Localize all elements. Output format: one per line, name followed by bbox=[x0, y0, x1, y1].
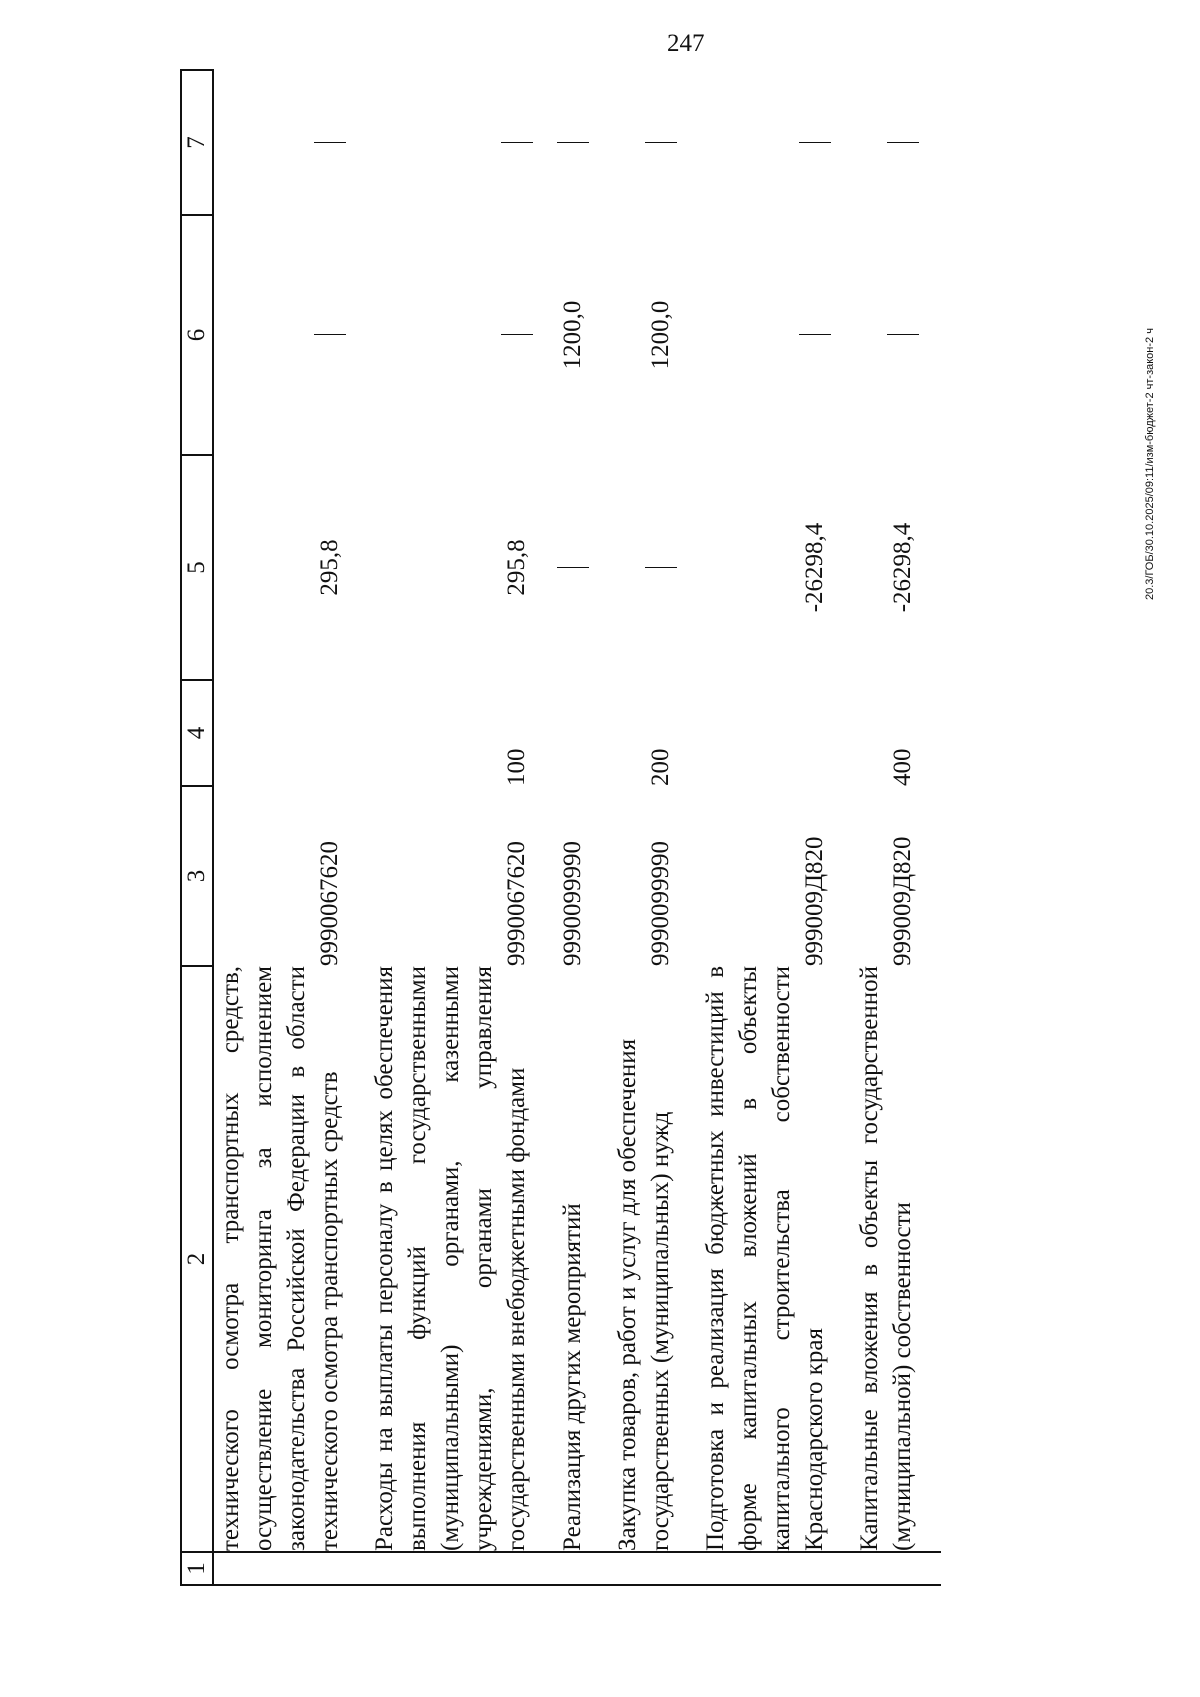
row-description: Реализация других мероприятий bbox=[559, 1203, 587, 1551]
row-number-cell bbox=[213, 1552, 346, 1585]
row-target-code: 999009Д820 bbox=[801, 836, 829, 966]
row-amount-col5 bbox=[611, 455, 677, 680]
row-spacer bbox=[346, 70, 368, 1585]
spacer-cell bbox=[919, 1552, 941, 1585]
row-amount-col7 bbox=[368, 70, 533, 215]
row-expense-type: 400 bbox=[889, 748, 917, 786]
rotated-table-container bbox=[180, 71, 1050, 1586]
spacer-cell bbox=[533, 70, 555, 1552]
row-amount-col5: -26298,4 bbox=[889, 522, 917, 613]
row-number-cell bbox=[611, 1552, 677, 1585]
spacer-cell bbox=[346, 1552, 368, 1585]
row-amount-col7 bbox=[611, 70, 677, 215]
spacer-cell bbox=[831, 1552, 853, 1585]
dash-mark bbox=[314, 142, 346, 143]
row-description: технического осмотра транспортных средств, осуществление мониторинга за исполнением законодательства Российской Федерации в области технического осмотра транспортных средств bbox=[217, 966, 343, 1551]
row-spacer bbox=[533, 70, 555, 1585]
dash-mark bbox=[645, 142, 677, 143]
row-amount-col5: 295,8 bbox=[316, 539, 343, 596]
row-amount-col6 bbox=[213, 215, 346, 455]
spacer-cell bbox=[919, 70, 941, 1552]
row-amount-col7 bbox=[853, 70, 919, 215]
spacer-cell bbox=[831, 70, 853, 1552]
row-spacer bbox=[589, 70, 611, 1585]
row-target-code: 9990067620 bbox=[316, 841, 343, 966]
row-expense-type: 100 bbox=[503, 748, 530, 786]
page-number: 247 bbox=[667, 30, 705, 57]
row-amount-col6: 1200,0 bbox=[559, 300, 587, 370]
table-header-row bbox=[181, 70, 213, 1585]
table-row bbox=[853, 70, 919, 1585]
dash-mark bbox=[799, 142, 831, 143]
dash-mark bbox=[501, 142, 533, 143]
spacer-cell bbox=[533, 1552, 555, 1585]
column-header-7: 7 bbox=[181, 70, 213, 215]
row-description: Подготовка и реализация бюджетных инвестиций в форме капитальных вложений в объекты капитального строительства собственности Краснодарского края bbox=[702, 966, 829, 1551]
row-number-cell bbox=[555, 1552, 589, 1585]
column-header-2: 2 bbox=[181, 966, 213, 1552]
row-amount-col6 bbox=[853, 215, 919, 455]
table-row bbox=[611, 70, 677, 1585]
column-header-3: 3 bbox=[181, 786, 213, 966]
row-expense-type bbox=[699, 680, 831, 786]
row-amount-col6: 1200,0 bbox=[647, 300, 675, 370]
row-number-cell bbox=[853, 1552, 919, 1585]
row-expense-type: 200 bbox=[647, 748, 675, 786]
row-description: Капитальные вложения в объекты государственной (муниципальной) собственности bbox=[856, 966, 917, 1551]
budget-table bbox=[180, 69, 941, 1586]
row-number-cell bbox=[368, 1552, 533, 1585]
row-target-code: 9990099990 bbox=[559, 841, 587, 966]
row-amount-col7 bbox=[213, 70, 346, 215]
dash-mark bbox=[645, 567, 677, 568]
row-amount-col7 bbox=[555, 70, 589, 215]
spacer-cell bbox=[589, 1552, 611, 1585]
document-footer-code: 20.3/ГОБ/30.10.2025/09:11/изм-бюджет-2 чт-закон-2 ч bbox=[1144, 328, 1156, 600]
table-row bbox=[699, 70, 831, 1585]
row-amount-col7 bbox=[699, 70, 831, 215]
spacer-cell bbox=[677, 1552, 699, 1585]
dash-mark bbox=[557, 142, 589, 143]
row-spacer bbox=[831, 70, 853, 1585]
column-header-4: 4 bbox=[181, 680, 213, 786]
spacer-cell bbox=[346, 70, 368, 1552]
column-header-5: 5 bbox=[181, 455, 213, 680]
dash-mark bbox=[887, 335, 919, 336]
table-row bbox=[368, 70, 533, 1585]
dash-mark bbox=[887, 142, 919, 143]
row-amount-col5 bbox=[555, 455, 589, 680]
table-row bbox=[555, 70, 589, 1585]
dash-mark bbox=[314, 335, 346, 336]
row-amount-col6 bbox=[368, 215, 533, 455]
row-number-cell bbox=[699, 1552, 831, 1585]
row-amount-col6 bbox=[699, 215, 831, 455]
row-target-code: 9990067620 bbox=[503, 841, 530, 966]
dash-mark bbox=[557, 567, 589, 568]
table-row bbox=[213, 70, 346, 1585]
dash-mark bbox=[799, 335, 831, 336]
row-amount-col5: -26298,4 bbox=[801, 522, 829, 613]
row-spacer bbox=[677, 70, 699, 1585]
row-target-code: 999009Д820 bbox=[889, 836, 917, 966]
spacer-cell bbox=[677, 70, 699, 1552]
spacer-cell bbox=[589, 70, 611, 1552]
column-header-1: 1 bbox=[181, 1552, 213, 1585]
row-description: Расходы на выплаты персоналу в целях обеспечения выполнения функций государственными (муниципальными) органами, казенными учреждениями, органами управления государственными внебюджетными фондами bbox=[371, 966, 530, 1551]
row-target-code: 9990099990 bbox=[647, 841, 675, 966]
row-amount-col5: 295,8 bbox=[503, 539, 530, 596]
row-spacer bbox=[919, 70, 941, 1585]
dash-mark bbox=[501, 335, 533, 336]
column-header-6: 6 bbox=[181, 215, 213, 455]
row-expense-type bbox=[555, 680, 589, 786]
row-expense-type bbox=[213, 680, 346, 786]
row-description: Закупка товаров, работ и услуг для обеспечения государственных (муниципальных) нужд bbox=[614, 1038, 675, 1551]
